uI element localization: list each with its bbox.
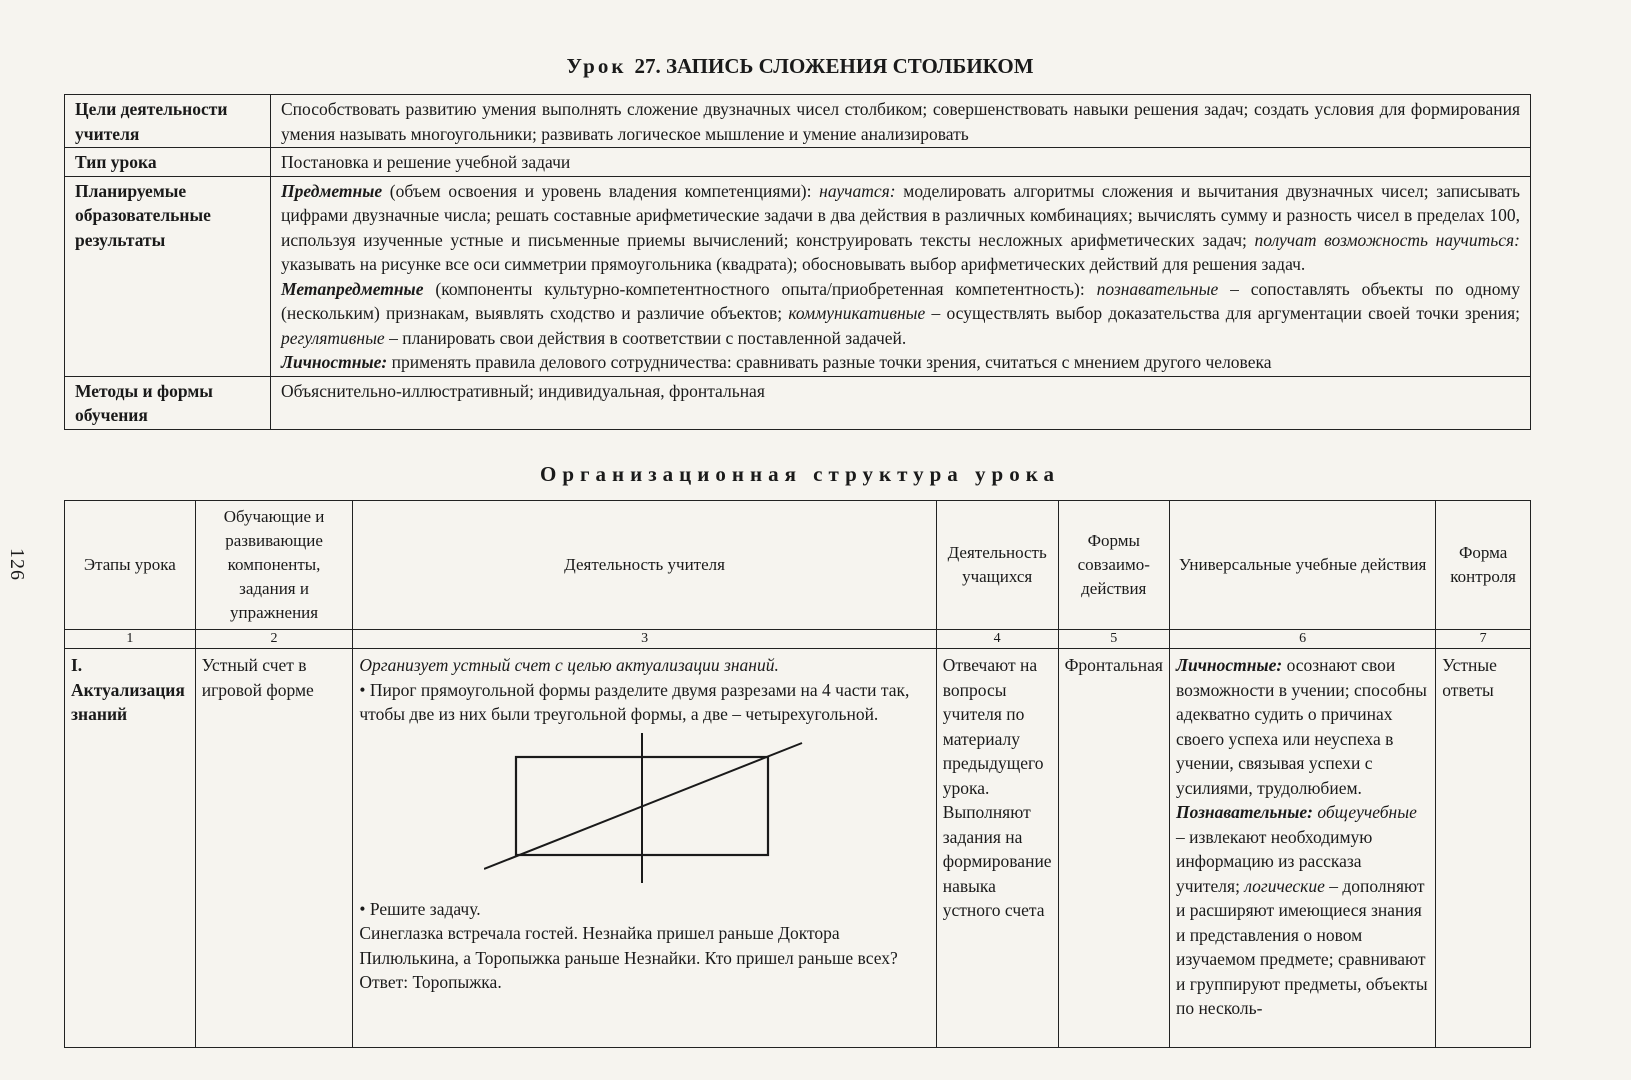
lesson-title <box>0 54 1600 79</box>
task-riddle-title: • Решите задачу. <box>359 898 481 919</box>
column-number: 7 <box>1436 630 1531 649</box>
meta-results-label: Метапредметные <box>281 278 424 299</box>
goals-row <box>65 95 1531 148</box>
column-number: 2 <box>195 630 353 649</box>
opportunity-label: получат возможность научиться: <box>1254 229 1520 250</box>
uud-personal-label: Личностные: <box>1175 655 1283 675</box>
uud-logical-text: – дополняют и расширяют имеющиеся знания и представления о новом изучаемом предмете; сравнивают и группируют предметы, объекты по несколь- <box>1175 875 1428 1018</box>
lesson-title-text: 27. ЗАПИСЬ СЛОЖЕНИЯ СТОЛБИКОМ <box>634 54 1034 78</box>
column-number: 6 <box>1169 630 1435 649</box>
header-row <box>65 501 1531 630</box>
methods-text: Объяснительно-иллюстративный; индивидуальная, фронтальная <box>271 376 1531 429</box>
teacher-intro: Организует устный счет с целью актуализации знаний. <box>359 655 779 675</box>
meta-results-paren: (компоненты культурно-компетентностного опыта/приобретенная компетентность): <box>423 278 1097 299</box>
opportunity-text: указывать на рисунке все оси симметрии прямоугольника (квадрата); обосновывать выбор арифметических действий для решения задач. <box>281 254 1306 274</box>
type-row <box>65 148 1531 177</box>
uud-general-text: – извлекают необходимую информацию из рассказа учителя; <box>1175 826 1373 896</box>
goals-text: Способствовать развитию умения выполнять сложение двузначных чисел столбиком; совершенствовать навыки решения задач; создать условия для формирования умения называть многоугольники; развивать логическое мышление и умение анализировать <box>271 95 1531 148</box>
stage-cell: I. Актуализация знаний <box>65 649 196 1048</box>
results-text <box>271 176 1531 376</box>
column-number-row <box>65 630 1531 649</box>
results-label: Планируемые образовательные результаты <box>65 176 271 376</box>
teacher-activity-cell <box>353 649 936 1048</box>
header-interaction-forms: Формы совзаимо-действия <box>1058 501 1169 630</box>
header-uud: Универсальные учебные действия <box>1169 501 1435 630</box>
type-label: Тип урока <box>65 148 271 177</box>
task-pie: • Пирог прямоугольной формы разделите двумя разрезами на 4 части так, чтобы две из них были треугольной формы, а две – четырехугольной. <box>359 679 910 724</box>
goals-label: Цели деятельности учителя <box>65 95 271 148</box>
structure-title: Организационная структура урока <box>539 462 1061 486</box>
column-number: 3 <box>353 630 936 649</box>
personal-results-text: применять правила делового сотрудничества: сравнивать разные точки зрения, считаться с мнением другого человека <box>387 352 1272 372</box>
will-learn-text: моделировать алгоритмы сложения и вычитания двузначных чисел; записывать цифрами двузначные числа; решать составные арифметические задачи в два действия в различных комбинациях; вычислять сумму и разность чисел в пределах 100, используя изученные устные и письменные приемы вычислений; конструировать тексты несложных арифметических задач; <box>281 180 1520 250</box>
header-components: Обучающие и развивающие компоненты, задания и упражнения <box>195 501 353 630</box>
pie-cut-diagram <box>484 733 814 893</box>
regulatory-label: регулятивные <box>281 327 385 348</box>
lesson-title-prefix: Урок <box>566 54 627 78</box>
communicative-label: коммуникативные <box>788 303 926 323</box>
cognitive-text: – сопоставлять объекты по одному (нескольким) признакам, выявлять сходство и различие объектов; <box>281 278 1520 323</box>
header-teacher-activity: Деятельность учителя <box>353 501 936 630</box>
header-stage: Этапы урока <box>65 501 196 630</box>
column-number: 5 <box>1058 630 1169 649</box>
task-riddle-answer: Ответ: Торопыжка. <box>359 972 502 992</box>
uud-cell <box>1169 649 1435 1048</box>
type-text: Постановка и решение учебной задачи <box>271 148 1531 177</box>
stage-row <box>65 649 1531 1048</box>
subject-results-label: Предметные <box>281 180 383 201</box>
uud-personal-text: осознают свои возможности в учении; способны адекватно судить о причинах своего успеха или неуспеха в учении, связывая успехи с усилиями, трудолюбием. <box>1175 655 1427 798</box>
component-cell: Устный счет в игровой форме <box>195 649 353 1048</box>
uud-general-label: общеучебные <box>1312 802 1417 822</box>
results-row <box>65 176 1531 376</box>
methods-label: Методы и формы обучения <box>65 376 271 429</box>
page-number: 126 <box>6 548 28 581</box>
regulatory-text: – планировать свои действия в соответствии с поставленной задачей. <box>384 327 907 348</box>
column-number: 1 <box>65 630 196 649</box>
control-cell: Устные ответы <box>1436 649 1531 1048</box>
personal-results-label: Личностные: <box>281 352 388 372</box>
uud-logical-label: логические <box>1244 875 1325 896</box>
interaction-forms-cell: Фронтальная <box>1058 649 1169 1048</box>
header-control: Форма контроля <box>1436 501 1531 630</box>
subject-results-paren: (объем освоения и уровень владения компетенциями): <box>382 180 820 201</box>
will-learn-label: научатся: <box>819 180 896 201</box>
task-riddle-text: Синеглазка встречала гостей. Незнайка пришел раньше Доктора Пилюлькина, а Торопыжка раньше Незнайки. Кто пришел раньше всех? <box>359 923 898 968</box>
structure-table <box>64 500 1531 1048</box>
cognitive-label: познавательные <box>1096 278 1219 299</box>
lesson-info-table <box>64 94 1531 430</box>
header-student-activity: Деятельность учащихся <box>936 501 1058 630</box>
student-activity-cell: Отвечают на вопросы учителя по материалу предыдущего урока. Выполняют задания на формирование навыка устного счета <box>936 649 1058 1048</box>
methods-row <box>65 376 1531 429</box>
uud-cognitive-label: Познавательные: <box>1175 802 1313 822</box>
column-number: 4 <box>936 630 1058 649</box>
communicative-text: – осуществлять выбор доказательства для аргументации своей точки зрения; <box>925 303 1520 323</box>
